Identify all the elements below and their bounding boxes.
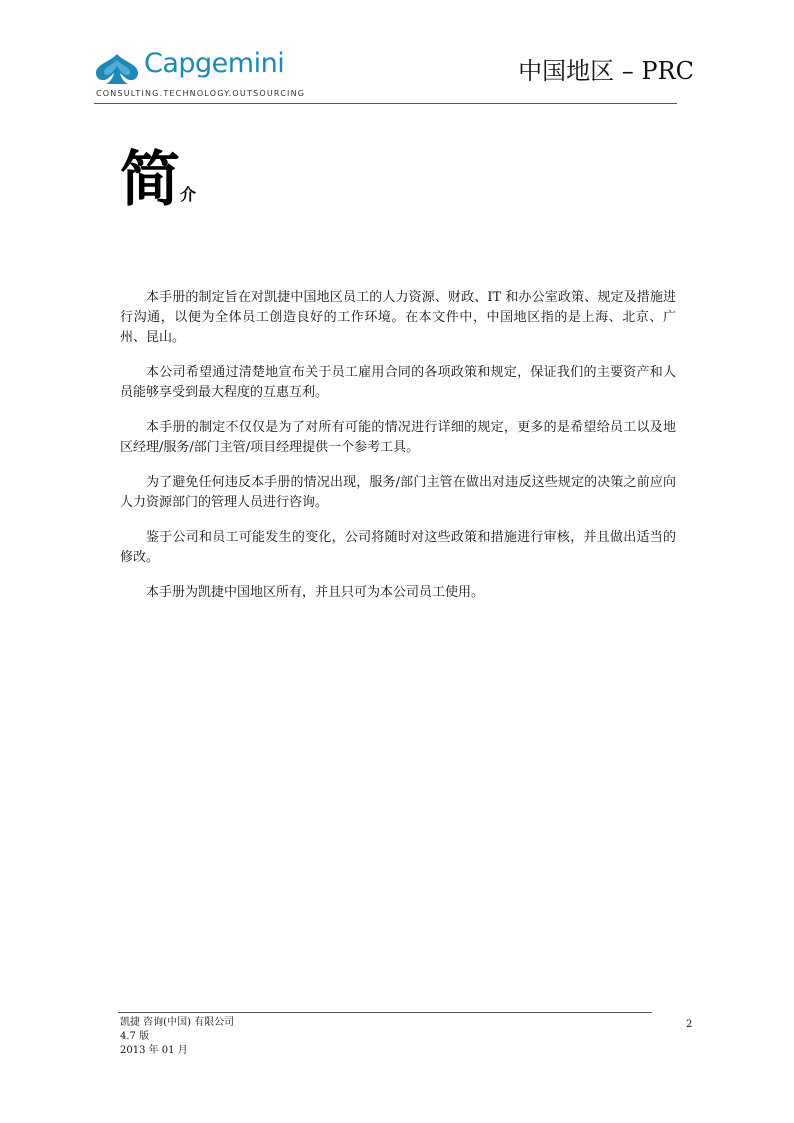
- page-number: 2: [686, 1019, 693, 1030]
- paragraph: 本手册的制定不仅仅是为了对所有可能的情况进行详细的规定，更多的是希望给员工以及地区经理/服务/部门主管/项目经理提供一个参考工具。: [120, 420, 676, 455]
- logo-tagline: CONSULTING.TECHNOLOGY.OUTSOURCING: [96, 89, 306, 98]
- page-title: [120, 145, 197, 215]
- paragraph: 本手册为凯捷中国地区所有，并且只可为本公司员工使用。: [146, 585, 485, 600]
- spade-icon: [94, 52, 140, 86]
- title-small-character: 介: [180, 185, 197, 204]
- footer-divider: [118, 1012, 652, 1013]
- capgemini-logo: [94, 48, 306, 102]
- footer-company: 凯捷 咨询(中国) 有限公司: [120, 1017, 235, 1028]
- footer-date: 2013 年 01 月: [120, 1045, 188, 1056]
- paragraph: 鉴于公司和员工可能发生的变化，公司将随时对这些政策和措施进行审核，并且做出适当的修改。: [120, 530, 676, 565]
- paragraph: 本公司希望通过清楚地宣布关于员工雇用合同的各项政策和规定，保证我们的主要资产和人员能够享受到最大程度的互惠互利。: [120, 365, 676, 400]
- paragraph: 本手册的制定旨在对凯捷中国地区员工的人力资源、财政、IT 和办公室政策、规定及措施进行沟通，以便为全体员工创造良好的工作环境。在本文件中，中国地区指的是上海、北京、广州、昆山。: [120, 290, 676, 345]
- introduction-body: [120, 288, 676, 618]
- title-large-character: 简: [120, 145, 180, 215]
- footer: [120, 1016, 234, 1058]
- logo-wordmark: Capgemini: [144, 48, 285, 79]
- footer-version: 4.7 版: [120, 1031, 150, 1042]
- region-label: 中国地区 – PRC: [518, 57, 694, 85]
- header-divider: [94, 103, 677, 104]
- paragraph: 为了避免任何违反本手册的情况出现，服务/部门主管在做出对违反这些规定的决策之前应向人力资源部门的管理人员进行咨询。: [120, 475, 676, 510]
